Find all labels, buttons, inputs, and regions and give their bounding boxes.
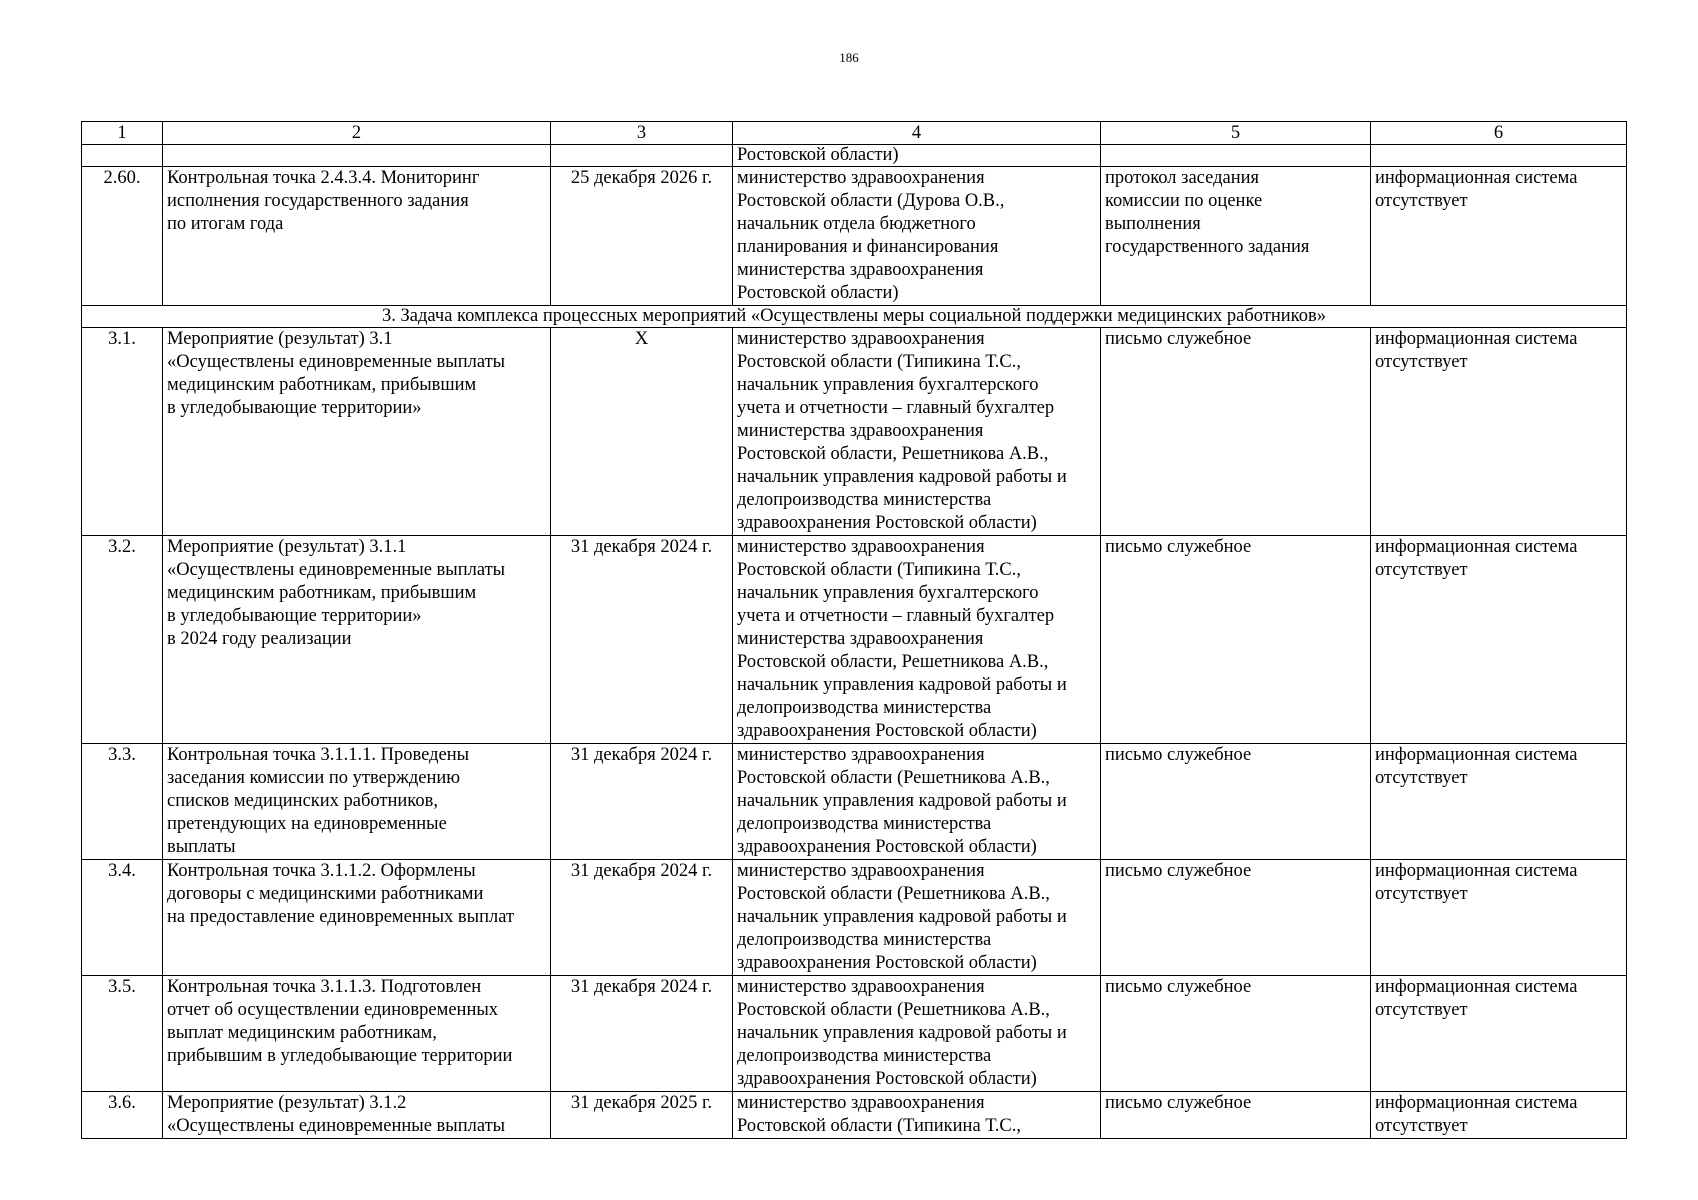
cell-date: Х <box>551 328 733 536</box>
cell-name: Контрольная точка 3.1.1.1. Проведены заседания комиссии по утверждению списков медицинских работников, претендующих на единовременные выплаты <box>163 744 551 860</box>
col-header-5: 5 <box>1101 122 1371 145</box>
cell-system: информационная система отсутствует <box>1371 167 1627 306</box>
page-number: 186 <box>839 50 859 65</box>
cell-date: 31 декабря 2024 г. <box>551 744 733 860</box>
cell-responsible: министерство здравоохранения Ростовской области (Решетникова А.В., начальник управления кадровой работы и делопроизводства министерства здравоохранения Ростовской области) <box>733 860 1101 976</box>
cell-name: Контрольная точка 3.1.1.3. Подготовлен отчет об осуществлении единовременных выплат медицинским работникам, прибывшим в угледобывающие территории <box>163 976 551 1092</box>
cell-system: информационная система отсутствует <box>1371 328 1627 536</box>
cell-responsible: министерство здравоохранения Ростовской области (Типикина Т.С., начальник управления бухгалтерского учета и отчетности – главный бухгалтер министерства здравоохранения Ростовской области, Решетникова А.В., начальник управления кадровой работы и делопроизводства министерства здравоохранения Ростовской области) <box>733 328 1101 536</box>
col-header-2: 2 <box>163 122 551 145</box>
task-heading: 3. Задача комплекса процессных мероприятий «Осуществлены меры социальной поддержки медицинских работников» <box>82 306 1627 328</box>
cell-system: информационная система отсутствует <box>1371 536 1627 744</box>
cell-date: 25 декабря 2026 г. <box>551 167 733 306</box>
cell-empty <box>1371 145 1627 167</box>
cell-document: письмо служебное <box>1101 328 1371 536</box>
cell-number: 3.5. <box>82 976 163 1092</box>
table-row <box>82 536 1627 744</box>
cell-document: письмо служебное <box>1101 536 1371 744</box>
col-header-6: 6 <box>1371 122 1627 145</box>
plan-table <box>81 121 1627 1139</box>
table-row <box>82 744 1627 860</box>
cell-system: информационная система отсутствует <box>1371 1092 1627 1139</box>
cell-number: 2.60. <box>82 167 163 306</box>
cell-empty <box>82 145 163 167</box>
cell-name: Контрольная точка 3.1.1.2. Оформлены договоры с медицинскими работниками на предоставление единовременных выплат <box>163 860 551 976</box>
cell-number: 3.4. <box>82 860 163 976</box>
cell-empty <box>1101 145 1371 167</box>
header-row <box>82 122 1627 145</box>
cell-number: 3.1. <box>82 328 163 536</box>
cell-name: Мероприятие (результат) 3.1.1 «Осуществлены единовременные выплаты медицинским работникам, прибывшим в угледобывающие территории» в 2024 году реализации <box>163 536 551 744</box>
table-row <box>82 860 1627 976</box>
cell-responsible: министерство здравоохранения Ростовской области (Типикина Т.С., начальник управления бухгалтерского учета и отчетности – главный бухгалтер министерства здравоохранения Ростовской области, Решетникова А.В., начальник управления кадровой работы и делопроизводства министерства здравоохранения Ростовской области) <box>733 536 1101 744</box>
cell-empty <box>163 145 551 167</box>
cell-empty <box>551 145 733 167</box>
col-header-1: 1 <box>82 122 163 145</box>
continuation-row <box>82 145 1627 167</box>
cell-date: 31 декабря 2024 г. <box>551 860 733 976</box>
table-row <box>82 167 1627 306</box>
cell-date: 31 декабря 2024 г. <box>551 976 733 1092</box>
table-row <box>82 976 1627 1092</box>
table-row <box>82 1092 1627 1139</box>
cell-system: информационная система отсутствует <box>1371 976 1627 1092</box>
col-header-3: 3 <box>551 122 733 145</box>
task-heading-row <box>82 306 1627 328</box>
cell-document: письмо служебное <box>1101 860 1371 976</box>
cell-document: протокол заседания комиссии по оценке выполнения государственного задания <box>1101 167 1371 306</box>
cell-system: информационная система отсутствует <box>1371 744 1627 860</box>
cell-document: письмо служебное <box>1101 976 1371 1092</box>
cell-system: информационная система отсутствует <box>1371 860 1627 976</box>
cell-responsible: министерство здравоохранения Ростовской области (Решетникова А.В., начальник управления кадровой работы и делопроизводства министерства здравоохранения Ростовской области) <box>733 744 1101 860</box>
cell-name: Контрольная точка 2.4.3.4. Мониторинг исполнения государственного задания по итогам года <box>163 167 551 306</box>
cell-name: Мероприятие (результат) 3.1.2 «Осуществлены единовременные выплаты <box>163 1092 551 1139</box>
col-header-4: 4 <box>733 122 1101 145</box>
cell-name: Мероприятие (результат) 3.1 «Осуществлены единовременные выплаты медицинским работникам, прибывшим в угледобывающие территории» <box>163 328 551 536</box>
cell-responsible: Ростовской области) <box>733 145 1101 167</box>
table-row <box>82 328 1627 536</box>
cell-responsible: министерство здравоохранения Ростовской области (Типикина Т.С., <box>733 1092 1101 1139</box>
cell-number: 3.6. <box>82 1092 163 1139</box>
cell-document: письмо служебное <box>1101 744 1371 860</box>
cell-responsible: министерство здравоохранения Ростовской области (Решетникова А.В., начальник управления кадровой работы и делопроизводства министерства здравоохранения Ростовской области) <box>733 976 1101 1092</box>
cell-date: 31 декабря 2025 г. <box>551 1092 733 1139</box>
cell-responsible: министерство здравоохранения Ростовской области (Дурова О.В., начальник отдела бюджетного планирования и финансирования министерства здравоохранения Ростовской области) <box>733 167 1101 306</box>
cell-number: 3.3. <box>82 744 163 860</box>
cell-date: 31 декабря 2024 г. <box>551 536 733 744</box>
cell-document: письмо служебное <box>1101 1092 1371 1139</box>
cell-number: 3.2. <box>82 536 163 744</box>
